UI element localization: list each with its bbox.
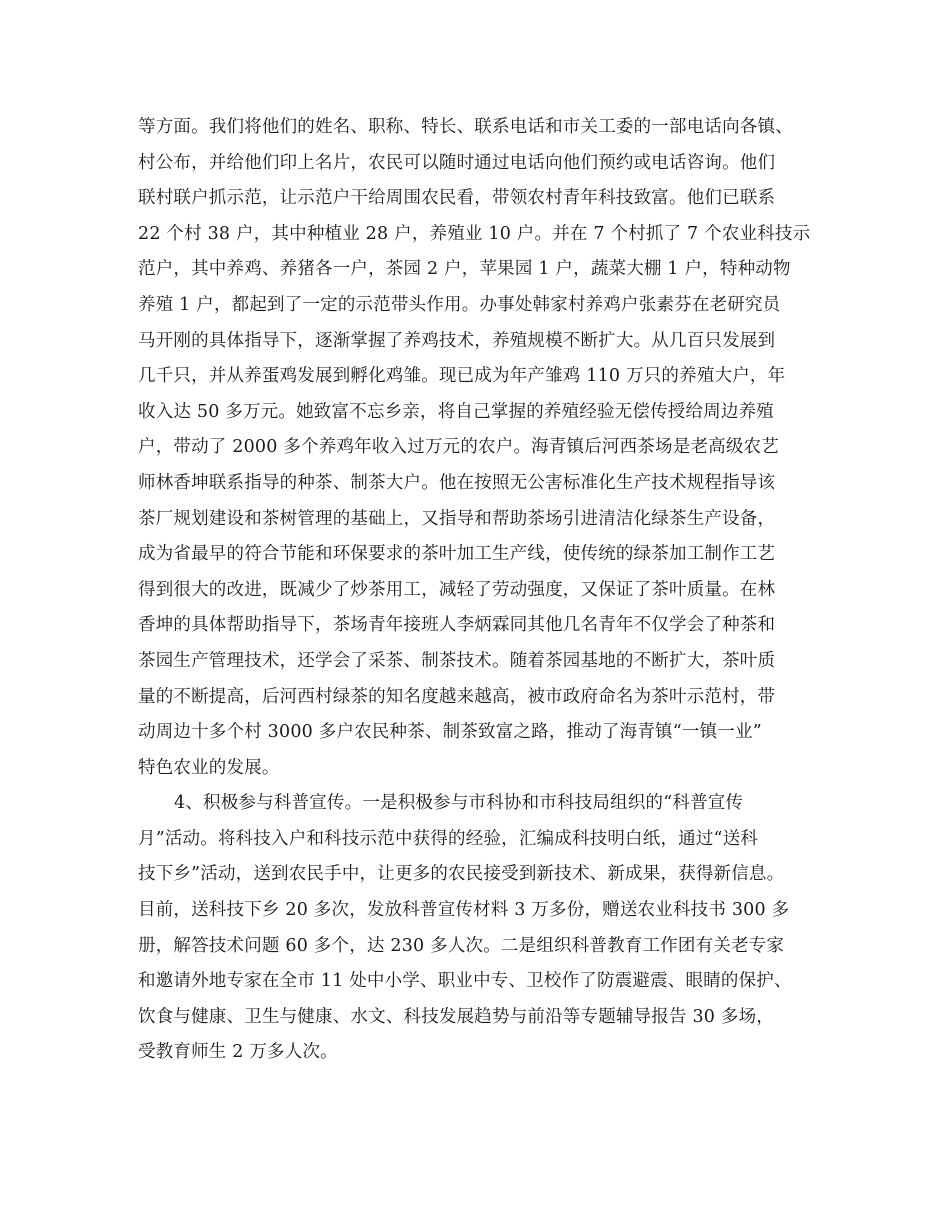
text-line: 村公布，并给他们印上名片，农民可以随时通过电话向他们预约或电话咨询。他们 <box>138 152 776 173</box>
body-text <box>138 110 828 1071</box>
text-line: 等方面。我们将他们的姓名、职称、特长、联系电话和市关工委的一部电话向各镇、 <box>138 117 793 137</box>
text-line: 户，带动了 2000 多个养鸡年收入过万元的农户。海青镇后河西茶场是老高级农艺 <box>138 437 779 458</box>
text-line: 茶园生产管理技术，还学会了采茶、制茶技术。随着茶园基地的不断扩大，茶叶质 <box>138 650 776 671</box>
text-line: 22 个村 38 户，其中种植业 28 户，养殖业 10 户。并在 7 个村抓了 7 个农业科技示 <box>138 223 811 244</box>
text-line: 茶厂规划建设和茶树管理的基础上，又指导和帮助茶场引进清洁化绿茶生产设备， <box>138 508 776 529</box>
text-line: 册，解答技术问题 60 多个，达 230 多人次。二是组织科普教育工作团有关老专家 <box>138 935 785 956</box>
text-line: 目前，送科技下乡 20 多次，发放科普宣传材料 3 万多份，赠送农业科技书 300 多 <box>138 900 790 921</box>
text-line: 技下乡”活动，送到农民手中，让更多的农民接受到新技术、新成果，获得新信息。 <box>138 864 785 885</box>
text-line: 范户，其中养鸡、养猪各一户，茶园 2 户，苹果园 1 户，蔬菜大棚 1 户，特种动物 <box>138 259 791 280</box>
text-line: 得到很大的改进，既减少了炒茶用工，减轻了劳动强度，又保证了茶叶质量。在林 <box>138 579 776 600</box>
text-line: 和邀请外地专家在全市 11 处中小学、职业中专、卫校作了防震避震、眼睛的保护、 <box>138 971 792 992</box>
text-line: 特色农业的发展。 <box>138 757 280 778</box>
text-line: 4、积极参与科普宣传。一是积极参与市科协和市科技局组织的“科普宣传 <box>174 793 744 814</box>
paragraph-1 <box>138 110 828 786</box>
text-line: 香坤的具体帮助指导下，茶场青年接班人李炳霖同其他几名青年不仅学会了种茶和 <box>138 615 776 636</box>
text-line: 受教育师生 2 万多人次。 <box>138 1042 338 1063</box>
text-line: 饮食与健康、卫生与健康、水文、科技发展趋势与前沿等专题辅导报告 30 多场， <box>138 1006 774 1027</box>
text-line: 成为省最早的符合节能和环保要求的茶叶加工生产线，使传统的绿茶加工制作工艺 <box>138 544 776 565</box>
text-line: 养殖 1 户，都起到了一定的示范带头作用。办事处韩家村养鸡户张素芬在老研究员 <box>138 294 781 315</box>
text-line: 量的不断提高，后河西村绿茶的知名度越来越高，被市政府命名为茶叶示范村，带 <box>138 686 776 707</box>
text-line: 几千只，并从养蛋鸡发展到孵化鸡雏。现已成为年产雏鸡 110 万只的养殖大户，年 <box>138 366 786 387</box>
text-line: 马开刚的具体指导下，逐渐掌握了养鸡技术，养殖规模不断扩大。从几百只发展到 <box>138 330 776 351</box>
text-line: 月”活动。将科技入户和科技示范中获得的经验，汇编成科技明白纸，通过“送科 <box>138 828 759 849</box>
text-line: 收入达 50 多万元。她致富不忘乡亲，将自己掌握的养殖经验无偿传授给周边养殖 <box>138 401 774 422</box>
paragraph-2 <box>138 786 828 1071</box>
text-line: 联村联户抓示范，让示范户干给周围农民看，带领农村青年科技致富。他们已联系 <box>138 188 776 209</box>
text-line: 动周边十多个村 3000 多户农民种茶、制茶致富之路，推动了海青镇“一镇一业” <box>138 722 762 743</box>
text-line: 师林香坤联系指导的种茶、制茶大户。他在按照无公害标准化生产技术规程指导该 <box>138 472 776 493</box>
